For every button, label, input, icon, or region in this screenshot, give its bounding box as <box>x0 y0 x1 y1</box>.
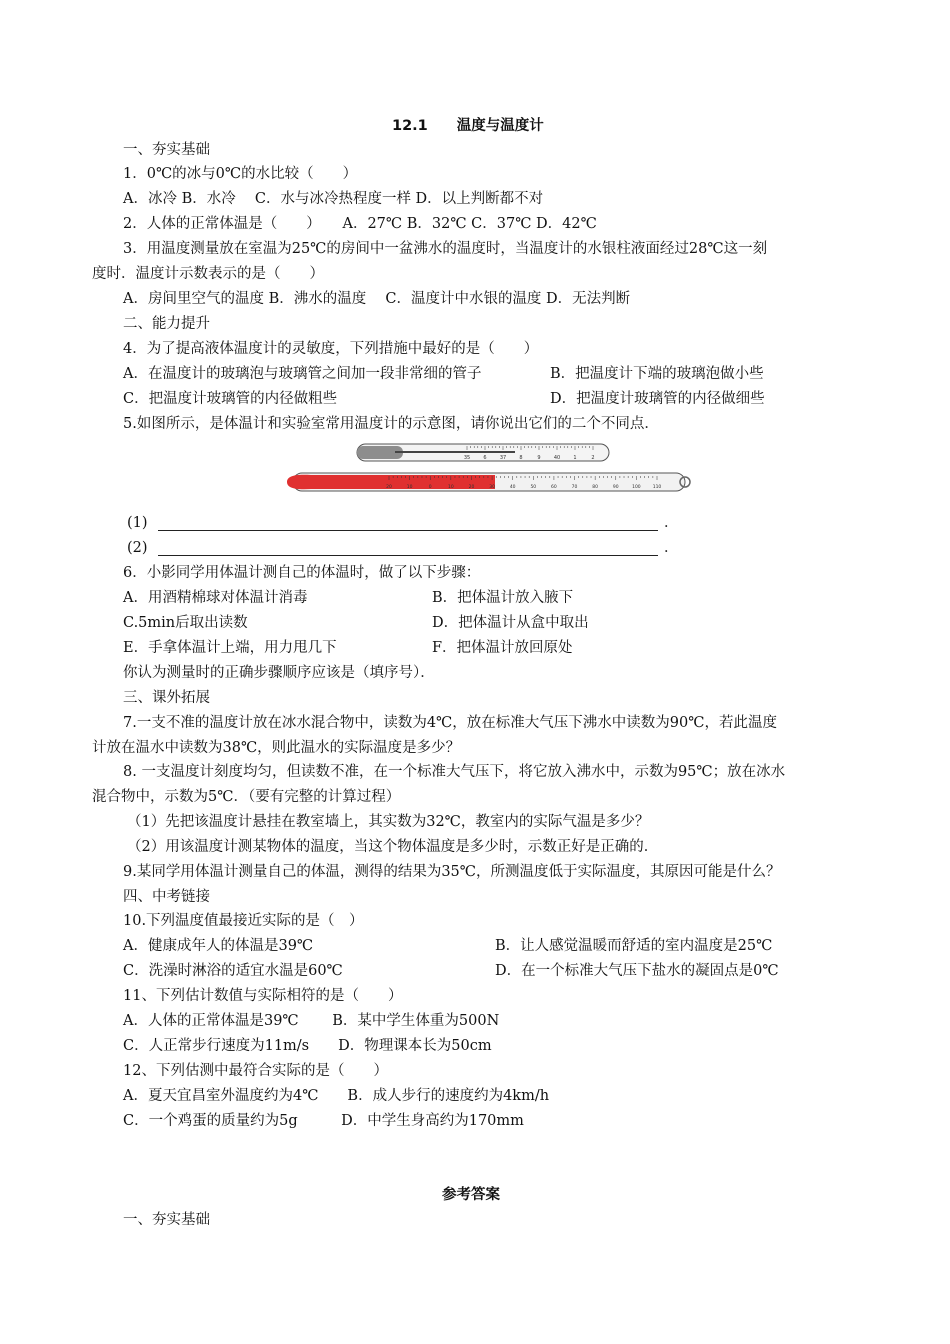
q3-stem-line1: 3．用温度测量放在室温为25℃的房间中一盆沸水的温度时，当温度计的水银柱液面经过28℃这一刻 <box>123 241 768 257</box>
q8-sub1: （1）先把该温度计悬挂在教室墙上，其实数为32℃，教室内的实际气温是多少？ <box>127 814 650 830</box>
answers-title: 参考答案 <box>442 1187 500 1203</box>
clinical-scale-tick-label: 1 <box>573 455 577 461</box>
section-heading-2: 二、能力提升 <box>123 316 210 332</box>
lab-scale-tick-label: 80 <box>592 485 599 490</box>
lab-scale-tick-label: 20 <box>468 485 475 490</box>
lab-scale-tick-label: 90 <box>612 485 619 490</box>
lab-scale-tick-label: 10 <box>447 485 454 490</box>
clinical-scale-tick-label: 8 <box>519 455 523 461</box>
q3-stem-line2: 度时．温度计示数表示的是（ ） <box>92 266 324 282</box>
q10-option-b: B．让人感觉温暖而舒适的室内温度是25℃ <box>495 938 773 954</box>
q11-options-ab: A．人体的正常体温是39℃ B．某中学生体重为500N <box>123 1013 500 1029</box>
q1-stem: 1．0℃的冰与0℃的水比较（ ） <box>123 166 358 182</box>
q6-step-f: F．把体温计放回原处 <box>432 640 573 656</box>
clinical-scale-tick-label: 2 <box>591 455 595 461</box>
q6-stem: 6．小影同学用体温计测自己的体温时，做了以下步骤： <box>123 565 481 581</box>
q6-step-c: C.5min后取出读数 <box>123 615 248 631</box>
q5-blank2-label: (2) <box>127 540 148 556</box>
lab-scale-tick-label: 10 <box>406 485 413 490</box>
q10-option-c: C．洗澡时淋浴的适宜水温是60℃ <box>123 963 343 979</box>
q5-blank1-line <box>158 530 658 531</box>
q6-step-b: B．把体温计放入腋下 <box>432 590 574 606</box>
q5-blank2-line <box>158 555 658 556</box>
q4-option-d: D．把温度计玻璃管的内径做细些 <box>550 391 765 407</box>
q3-options: A．房间里空气的温度 B．沸水的温度 C．温度计中水银的温度 D．无法判断 <box>123 291 631 307</box>
q6-step-e: E．手拿体温计上端，用力甩几下 <box>123 640 337 656</box>
clinical-scale-tick-label: 6 <box>483 455 487 461</box>
q7-line1: 7.一支不准的温度计放在冰水混合物中，读数为4℃，放在标准大气压下沸水中读数为90℃，若此温度 <box>123 715 777 731</box>
q2-stem: 2．人体的正常体温是（ ） A．27℃ B．32℃ C．37℃ D．42℃ <box>123 216 597 232</box>
q8-line2: 混合物中，示数为5℃．（要有完整的计算过程） <box>92 789 401 805</box>
clinical-thermometer <box>357 444 609 461</box>
q6-step-a: A．用酒精棉球对体温计消毒 <box>123 590 308 606</box>
clinical-scale-tick-label: 37 <box>499 455 507 461</box>
q11-stem: 11、下列估计数值与实际相符的是（ ） <box>123 988 403 1004</box>
clinical-scale-tick-label: 35 <box>463 455 471 461</box>
q5-blank1-label: (1) <box>127 515 148 531</box>
q10-stem: 10.下列温度值最接近实际的是（ ） <box>123 913 364 929</box>
lab-scale-tick-label: 100 <box>632 485 641 490</box>
q6-step-d: D．把体温计从盒中取出 <box>432 615 589 631</box>
q8-line1: 8. 一支温度计刻度均匀，但读数不准，在一个标准大气压下，将它放入沸水中，示数为95℃；放在冰水 <box>123 764 786 780</box>
q12-options-cd: C．一个鸡蛋的质量约为5g D．中学生身高约为170mm <box>123 1113 524 1129</box>
q4-option-a: A．在温度计的玻璃泡与玻璃管之间加一段非常细的管子 <box>123 366 482 382</box>
q4-option-c: C．把温度计玻璃管的内径做粗些 <box>123 391 338 407</box>
clinical-scale-tick-label: 40 <box>553 455 561 461</box>
q10-option-d: D．在一个标准大气压下盐水的凝固点是0℃ <box>495 963 779 979</box>
lab-scale-tick-label: 70 <box>571 485 578 490</box>
q4-option-b: B．把温度计下端的玻璃泡做小些 <box>550 366 764 382</box>
q5-stem: 5.如图所示，是体温计和实验室常用温度计的示意图，请你说出它们的二个不同点． <box>123 416 659 432</box>
q4-stem: 4．为了提高液体温度计的灵敏度，下列措施中最好的是（ ） <box>123 341 539 357</box>
lab-thermometer <box>287 473 690 491</box>
lab-scale-tick-label: 0 <box>428 485 432 490</box>
section-heading-4: 四、中考链接 <box>123 889 210 905</box>
q10-option-a: A．健康成年人的体温是39℃ <box>123 938 314 954</box>
q9-stem: 9.某同学用体温计测量自己的体温，测得的结果为35℃，所测温度低于实际温度，其原因可能是什么？ <box>123 864 781 880</box>
lab-scale-tick-label: 110 <box>652 485 662 490</box>
answers-section-1: 一、夯实基础 <box>123 1212 210 1228</box>
lab-scale-tick-label: 60 <box>551 485 557 490</box>
q12-stem: 12、下列估测中最符合实际的是（ ） <box>123 1063 388 1079</box>
thermometer-figure <box>285 440 695 506</box>
page-title: 12.1 温度与温度计 <box>392 118 544 134</box>
lab-scale-tick-label: 50 <box>530 485 537 490</box>
q1-options: A．冰冷 B．水冷 C．水与冰冷热程度一样 D．以上判断都不对 <box>123 191 544 207</box>
clinical-scale-tick-label: 9 <box>537 455 541 461</box>
q6-ask: 你认为测量时的正确步骤顺序应该是（填序号）． <box>123 665 435 681</box>
q7-line2: 计放在温水中读数为38℃，则此温水的实际温度是多少？ <box>92 740 461 756</box>
q5-blank1-end: ． <box>664 515 679 531</box>
section-heading-3: 三、课外拓展 <box>123 690 210 706</box>
lab-scale-tick-label: 30 <box>489 485 495 490</box>
section-heading-1: 一、夯实基础 <box>123 142 210 158</box>
lab-scale-tick-label: 40 <box>509 485 516 490</box>
q8-sub2: （2）用该温度计测某物体的温度，当这个物体温度是多少时，示数正好是正确的． <box>127 839 659 855</box>
q12-options-ab: A．夏天宜昌室外温度约为4℃ B．成人步行的速度约为4km/h <box>123 1088 550 1104</box>
q5-blank2-end: ． <box>664 540 679 556</box>
lab-scale-tick-label: 20 <box>386 485 392 490</box>
q11-options-cd: C．人正常步行速度为11m/s D．物理课本长为50cm <box>123 1038 492 1054</box>
